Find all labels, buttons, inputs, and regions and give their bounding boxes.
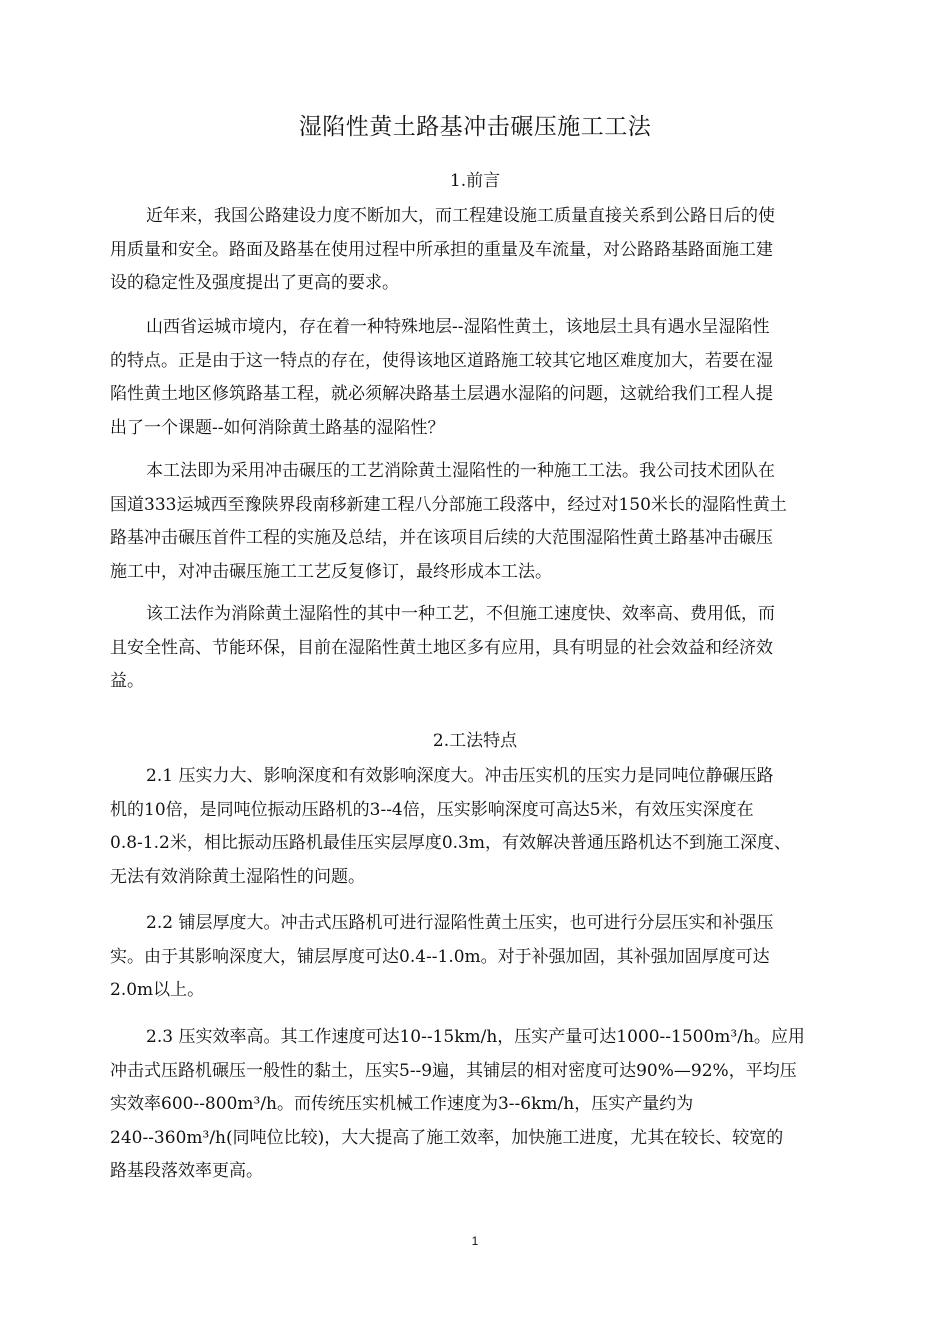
paragraph-line: 该工法作为消除黄土湿陷性的其中一种工艺，不但施工速度快、效率高、费用低，而 xyxy=(146,604,775,624)
paragraph-line: 用质量和安全。路面及路基在使用过程中所承担的重量及车流量，对公路路基路面施工建 xyxy=(110,239,773,260)
paragraph-line: 近年来，我国公路建设力度不断加大，而工程建设施工质量直接关系到公路日后的使 xyxy=(146,206,775,226)
section-heading-features: 2.工法特点 xyxy=(432,731,518,751)
paragraph xyxy=(110,1021,840,1189)
paragraph xyxy=(110,200,840,301)
paragraph xyxy=(110,907,840,1008)
paragraph-line: 0.8-1.2米，相比振动压路机最佳压实层厚度0.3m，有效解决普通压路机达不到施工深度、 xyxy=(110,833,791,853)
paragraph-line: 实效率600--800m³/h。而传统压实机械工作速度为3--6km/h，压实产量约为 xyxy=(110,1094,694,1114)
paragraph-line: 出了一个课题--如何消除黄土路基的湿陷性？ xyxy=(110,417,445,438)
paragraph-line: 无法有效消除黄土湿陷性的问题。 xyxy=(110,866,365,887)
document-title: 湿陷性黄土路基冲击碾压施工工法 xyxy=(298,114,652,140)
paragraph xyxy=(110,760,840,894)
paragraph-line: 2.1 压实力大、影响深度和有效影响深度大。冲击压实机的压实力是同吨位静碾压路 xyxy=(146,766,774,786)
paragraph-line: 设的稳定性及强度提出了更高的要求。 xyxy=(110,273,399,293)
section-heading-intro: 1.前言 xyxy=(449,171,501,191)
paragraph-line: 2.2 铺层厚度大。冲击式压路机可进行湿陷性黄土压实，也可进行分层压实和补强压 xyxy=(146,913,774,933)
paragraph xyxy=(110,311,840,445)
paragraph-line: 实。由于其影响深度大，铺层厚度可达0.4--1.0m。对于补强加固，其补强加固厚度可达 xyxy=(110,946,770,967)
paragraph-line: 路基冲击碾压首件工程的实施及总结，并在该项目后续的大范围湿陷性黄土路基冲击碾压 xyxy=(110,528,773,548)
page-number: 1 xyxy=(471,1234,479,1248)
paragraph-line: 陷性黄土地区修筑路基工程，就必须解决路基土层遇水湿陷的问题，这就给我们工程人提 xyxy=(110,384,773,404)
paragraph-line: 240--360m³/h(同吨位比较)，大大提高了施工效率，加快施工进度，尤其在较长、较宽的 xyxy=(110,1127,784,1148)
paragraph-line: 施工中，对冲击碾压施工工艺反复修订，最终形成本工法。 xyxy=(110,561,552,582)
paragraph-line: 机的10倍，是同吨位振动压路机的3--4倍，压实影响深度可高达5米，有效压实深度在 xyxy=(110,799,754,820)
paragraph-line: 且安全性高、节能环保，目前在湿陷性黄土地区多有应用，具有明显的社会效益和经济效 xyxy=(110,637,773,658)
paragraph-line: 的特点。正是由于这一特点的存在，使得该地区道路施工较其它地区难度加大，若要在湿 xyxy=(110,350,773,371)
paragraph-line: 本工法即为采用冲击碾压的工艺消除黄土湿陷性的一种施工工法。我公司技术团队在 xyxy=(146,461,775,481)
paragraph xyxy=(110,598,840,699)
paragraph-line: 2.0m以上。 xyxy=(110,980,205,1000)
paragraph-line: 益。 xyxy=(110,671,144,691)
paragraph-line: 冲击式压路机碾压一般性的黏土，压实5--9遍，其铺层的相对密度可达90%—92%，平均压 xyxy=(110,1060,797,1081)
paragraph-line: 路基段落效率更高。 xyxy=(110,1161,263,1181)
paragraph-line: 2.3 压实效率高。其工作速度可达10--15km/h，压实产量可达1000--1500m³/h。应用 xyxy=(146,1027,805,1047)
paragraph-line: 山西省运城市境内，存在着一种特殊地层--湿陷性黄土，该地层土具有遇水呈湿陷性 xyxy=(146,317,770,337)
paragraph xyxy=(110,455,840,589)
paragraph-line: 国道333运城西至豫陕界段南移新建工程八分部施工段落中，经过对150米长的湿陷性黄土 xyxy=(110,494,787,515)
